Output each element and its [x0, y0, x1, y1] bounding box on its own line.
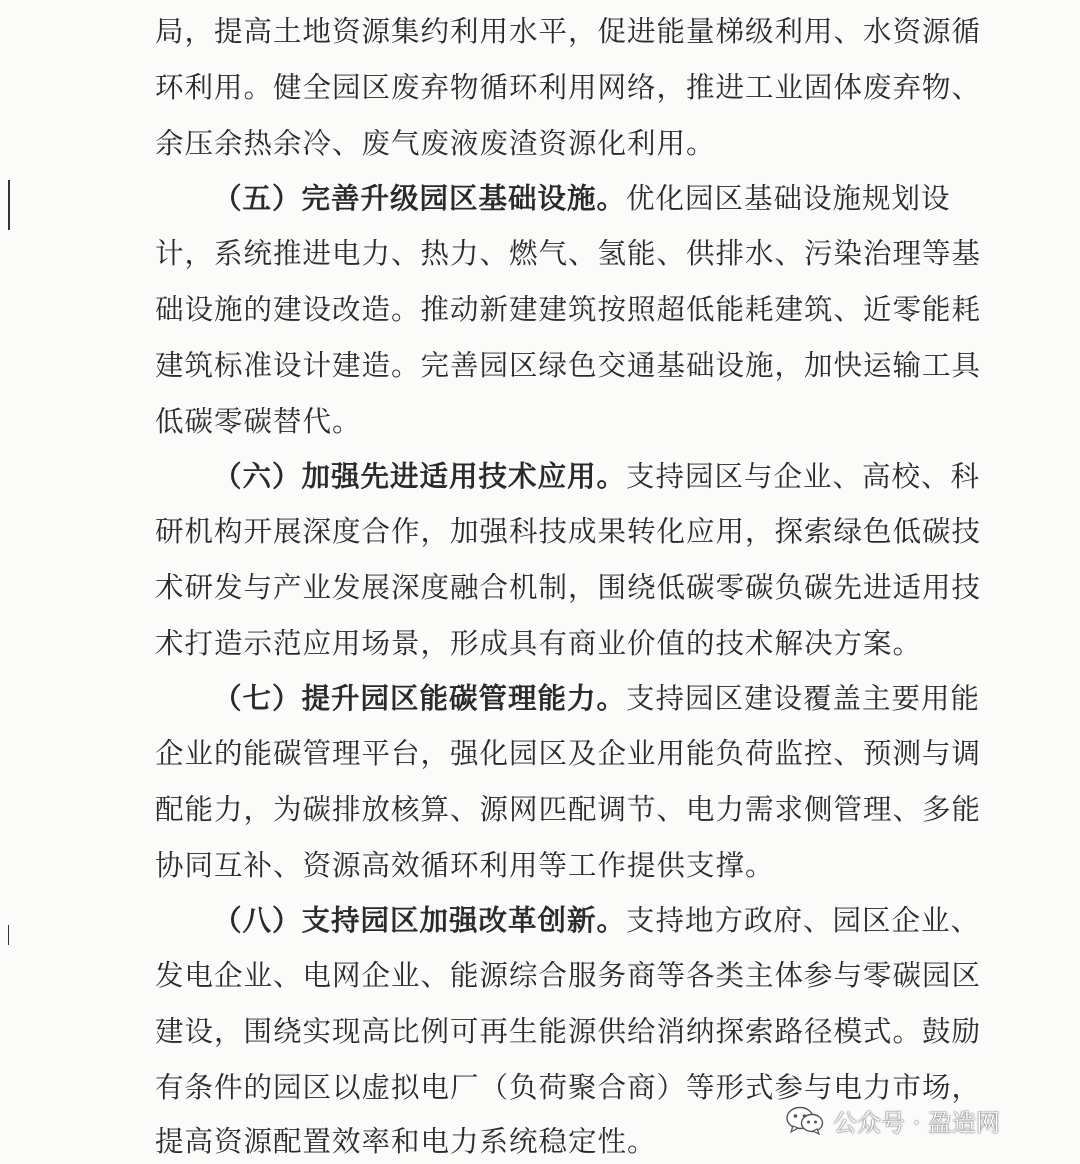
- text-line: 协同互补、资源高效循环利用等工作提供支撑。: [155, 849, 775, 882]
- text-line: 术打造示范应用场景，形成具有商业价值的技术解决方案。: [155, 627, 923, 660]
- text-line: 建筑标准设计建造。完善园区绿色交通基础设施，加快运输工具: [155, 349, 982, 382]
- section-heading: （五）完善升级园区基础设施。: [213, 181, 627, 215]
- paragraph-first-line: [213, 178, 951, 218]
- watermark-text: 公众号 · 盈造网: [833, 1108, 1000, 1137]
- section-heading: （八）支持园区加强改革创新。: [213, 903, 627, 937]
- text-line: 支持地方政府、园区企业、: [626, 904, 981, 937]
- section-heading: （七）提升园区能碳管理能力。: [213, 681, 627, 715]
- text-line: 建设，围绕实现高比例可再生能源供给消纳探索路径模式。鼓励: [155, 1015, 982, 1048]
- paragraph-first-line: [213, 678, 981, 718]
- text-line: 有条件的园区以虚拟电厂（负荷聚合商）等形式参与电力市场，: [155, 1071, 982, 1104]
- wechat-watermark: [785, 1100, 1000, 1140]
- text-line: 研机构开展深度合作，加强科技成果转化应用，探索绿色低碳技: [155, 515, 982, 548]
- text-line: 发电企业、电网企业、能源综合服务商等各类主体参与零碳园区: [155, 959, 982, 992]
- text-line: 余压余热余冷、废气废液废渣资源化利用。: [155, 127, 716, 160]
- text-line: 局，提高土地资源集约利用水平，促进能量梯级利用、水资源循: [155, 15, 982, 48]
- text-line: 计，系统推进电力、热力、燃气、氢能、供排水、污染治理等基: [155, 237, 982, 270]
- paragraph-first-line: [213, 456, 981, 496]
- scan-margin-mark: [8, 925, 9, 945]
- paragraph-first-line: [213, 900, 981, 940]
- text-line: 优化园区基础设施规划设: [626, 182, 951, 215]
- text-line: 支持园区与企业、高校、科: [626, 460, 981, 493]
- text-line: 支持园区建设覆盖主要用能: [626, 682, 981, 715]
- text-line: 术研发与产业发展深度融合机制，围绕低碳零碳负碳先进适用技: [155, 571, 982, 604]
- text-line: 提高资源配置效率和电力系统稳定性。: [155, 1125, 657, 1158]
- text-line: 环利用。健全园区废弃物循环利用网络，推进工业固体废弃物、: [155, 71, 982, 104]
- section-heading: （六）加强先进适用技术应用。: [213, 459, 627, 493]
- wechat-icon: [785, 1105, 825, 1135]
- text-line: 企业的能碳管理平台，强化园区及企业用能负荷监控、预测与调: [155, 737, 982, 770]
- text-line: 低碳零碳替代。: [155, 405, 362, 438]
- scan-margin-mark: [8, 180, 10, 230]
- text-line: 础设施的建设改造。推动新建建筑按照超低能耗建筑、近零能耗: [155, 293, 982, 326]
- text-line: 配能力，为碳排放核算、源网匹配调节、电力需求侧管理、多能: [155, 793, 982, 826]
